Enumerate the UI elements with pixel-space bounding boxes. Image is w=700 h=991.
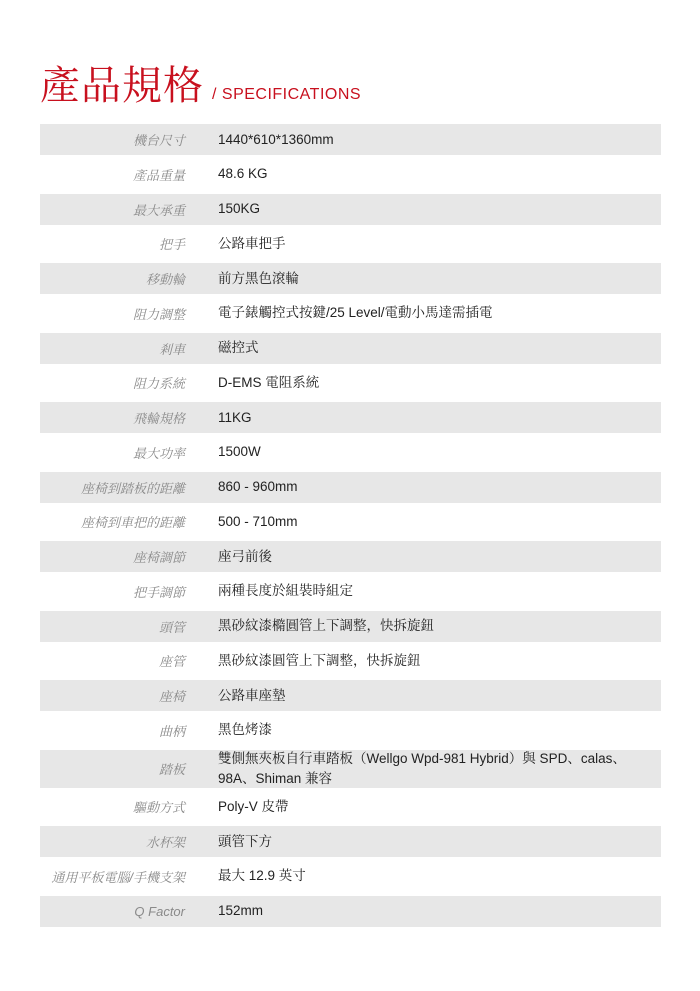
spec-label: 最大承重: [132, 202, 185, 218]
spec-row: [40, 472, 661, 503]
spec-row: [40, 124, 661, 155]
spec-value: 500 - 710mm: [218, 513, 298, 529]
spec-label: 阻力調整: [132, 306, 185, 322]
spec-table: [40, 124, 661, 930]
page-title: 產品規格: [40, 63, 204, 109]
spec-row: [40, 402, 661, 433]
spec-row: [40, 680, 661, 711]
spec-row: [40, 437, 661, 468]
spec-value: 860 - 960mm: [218, 479, 298, 495]
spec-row: [40, 611, 661, 642]
spec-value: 雙側無夾板自行車踏板（Wellgo Wpd-981 Hybrid）與 SPD、calas、98A、Shiman 兼容: [218, 750, 626, 786]
spec-value: 兩種長度於組裝時組定: [218, 583, 353, 599]
spec-row: [40, 506, 661, 537]
spec-label: 剎車: [158, 341, 185, 357]
spec-label: 座椅調節: [132, 550, 185, 565]
spec-value: 電子錶觸控式按鍵/25 Level/電動小馬達需插電: [218, 305, 493, 321]
spec-label: Q Factor: [134, 903, 185, 919]
spec-value: 公路車座墊: [218, 687, 286, 703]
spec-row: [40, 715, 661, 746]
spec-row: [40, 159, 661, 190]
page-header: [40, 54, 361, 111]
spec-row: [40, 791, 661, 822]
spec-label: 阻力系統: [132, 376, 185, 392]
spec-row: [40, 645, 661, 676]
spec-row: [40, 333, 661, 364]
spec-value: 黑砂紋漆橢圓管上下調整，快拆旋鈕: [218, 618, 434, 634]
spec-row: [40, 541, 661, 572]
spec-row: [40, 263, 661, 294]
spec-label: 機台尺寸: [132, 133, 185, 148]
spec-label: 頭管: [158, 619, 185, 635]
spec-label: 把手: [158, 237, 185, 253]
spec-value: 前方黑色滾輪: [218, 270, 299, 286]
spec-value: 152mm: [218, 903, 264, 919]
spec-row: [40, 228, 661, 259]
spec-value: 座弓前後: [218, 548, 272, 564]
spec-label: 座椅到車把的距離: [80, 515, 185, 531]
spec-value: 最大 12.9 英寸: [218, 868, 306, 884]
spec-label: 把手調節: [132, 584, 185, 600]
spec-row: [40, 896, 661, 927]
spec-row: [40, 576, 661, 607]
spec-value: 黑色烤漆: [218, 722, 272, 738]
spec-value: 1440*610*1360mm: [218, 131, 334, 147]
spec-label: 座椅到踏板的距離: [80, 480, 185, 496]
spec-value: 150KG: [218, 201, 261, 217]
page-subtitle: / SPECIFICATIONS: [212, 86, 362, 103]
spec-value: 頭管下方: [218, 833, 272, 849]
spec-label: 通用平板電腦/手機支架: [51, 869, 185, 885]
spec-value: 公路車把手: [218, 235, 286, 251]
spec-label: 踏板: [158, 762, 185, 777]
spec-row: [40, 861, 661, 892]
spec-value: 11KG: [218, 409, 252, 425]
spec-label: 最大功率: [132, 445, 185, 461]
spec-row: [40, 750, 661, 788]
spec-label: 移動輪: [145, 272, 185, 287]
spec-label: 座椅: [158, 689, 185, 704]
spec-row: [40, 367, 661, 398]
spec-row: [40, 826, 661, 857]
spec-row: [40, 194, 661, 225]
spec-row: [40, 298, 661, 329]
spec-value: 1500W: [218, 444, 261, 460]
spec-value: D-EMS 電阻系統: [218, 374, 320, 390]
spec-value: 48.6 KG: [218, 166, 268, 182]
spec-label: 驅動方式: [132, 800, 185, 816]
spec-label: 曲柄: [158, 723, 185, 739]
spec-value: 磁控式: [218, 340, 259, 356]
spec-label: 產品重量: [132, 167, 185, 183]
spec-label: 飛輪規格: [132, 411, 185, 426]
spec-value: 黑砂紋漆圓管上下調整，快拆旋鈕: [218, 652, 421, 668]
spec-label: 座管: [158, 654, 185, 670]
spec-label: 水杯架: [145, 835, 185, 850]
spec-value: Poly-V 皮帶: [218, 798, 289, 814]
